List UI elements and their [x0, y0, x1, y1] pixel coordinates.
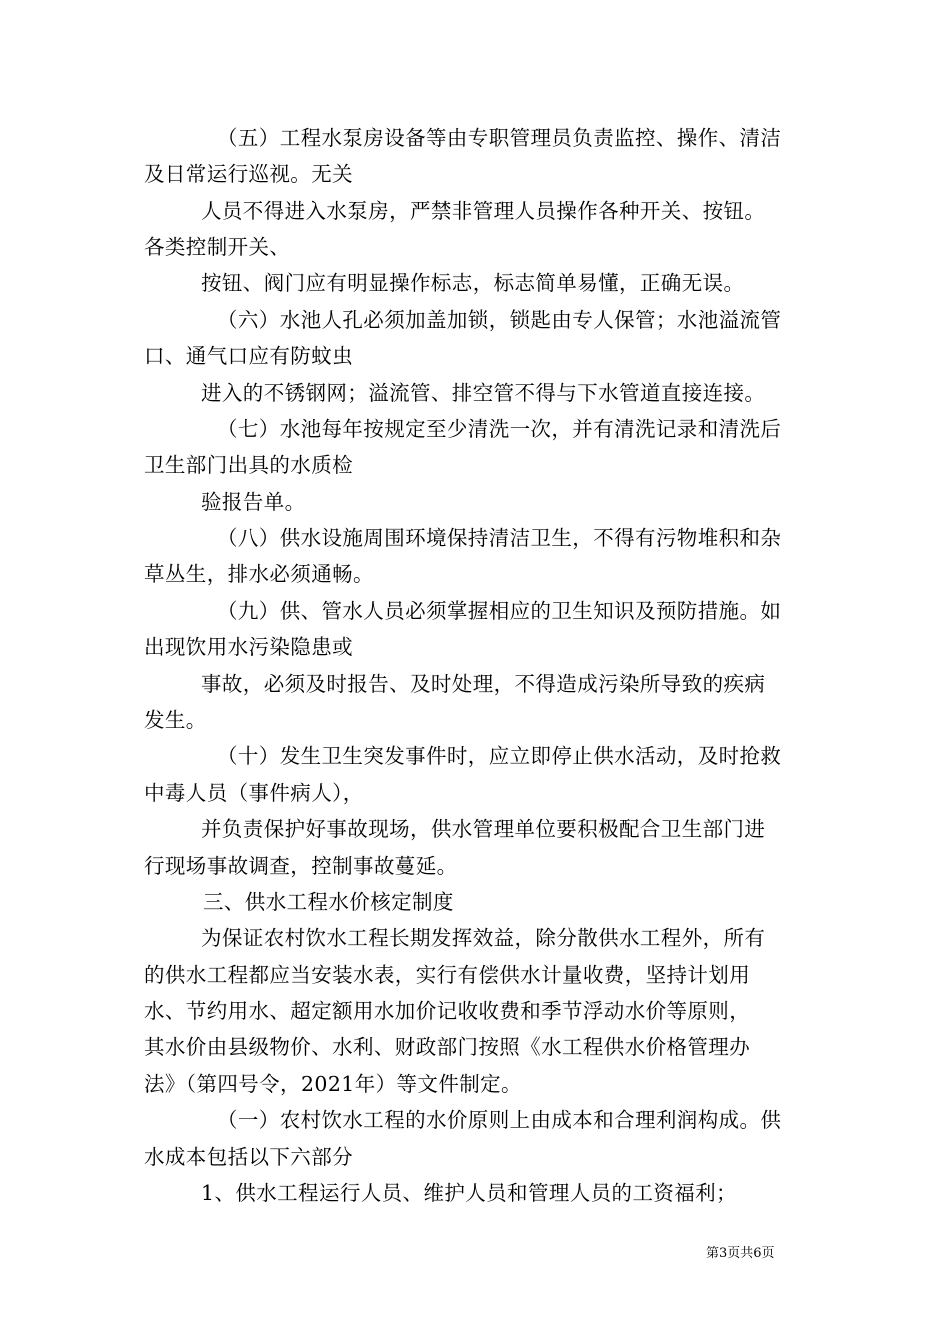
- page-number: 第3页共6页: [706, 1246, 775, 1261]
- paragraph-line: 草丛生，排水必须通畅。: [144, 562, 374, 586]
- paragraph-line: 按钮、阀门应有明显操作标志，标志简单易懂，正确无误。: [201, 271, 745, 295]
- paragraph-line: 验报告单。: [201, 490, 306, 514]
- paragraph-line: 口、通气口应有防蚊虫: [144, 344, 353, 368]
- section-heading: 三、供水工程水价核定制度: [203, 890, 454, 914]
- paragraph-line: 其水价由县级物价、水利、财政部门按照《水工程供水价格管理办: [144, 1035, 751, 1059]
- paragraph-line: 1、供水工程运行人员、维护人员和管理人员的工资福利；: [201, 1181, 737, 1205]
- paragraph-line: （十）发生卫生突发事件时，应立即停止供水活动，及时抢救: [217, 744, 782, 768]
- paragraph-line: 及日常运行巡视。无关: [144, 162, 353, 186]
- paragraph-line: （五）工程水泵房设备等由专职管理员负责监控、操作、清洁: [217, 126, 782, 150]
- paragraph-line: 为保证农村饮水工程长期发挥效益，除分散供水工程外，所有: [201, 926, 766, 950]
- paragraph-line: （七）水池每年按规定至少清洗一次，并有清洗记录和清洗后: [217, 417, 782, 441]
- paragraph-line: （六）水池人孔必须加盖加锁，锁匙由专人保管；水池溢流管: [217, 308, 782, 332]
- paragraph-line: 并负责保护好事故现场，供水管理单位要积极配合卫生部门进: [201, 817, 766, 841]
- paragraph-line: 水、节约用水、超定额用水加价记收收费和季节浮动水价等原则，: [144, 999, 751, 1023]
- paragraph-line: （九）供、管水人员必须掌握相应的卫生知识及预防措施。如: [217, 599, 782, 623]
- paragraph-line: 发生。: [144, 708, 207, 732]
- paragraph-line: 中毒人员（事件病人），: [144, 781, 364, 805]
- paragraph-line: （八）供水设施周围环境保持清洁卫生，不得有污物堆积和杂: [217, 526, 782, 550]
- paragraph-line: 卫生部门出具的水质检: [144, 453, 353, 477]
- paragraph-line: 各类控制开关、: [144, 235, 291, 259]
- paragraph-line: 事故，必须及时报告、及时处理，不得造成污染所导致的疾病: [201, 672, 766, 696]
- paragraph-line: 行现场事故调查，控制事故蔓延。: [144, 854, 458, 878]
- paragraph-line: 水成本包括以下六部分: [144, 1145, 353, 1169]
- paragraph-line: 的供水工程都应当安装水表，实行有偿供水计量收费，坚持计划用: [144, 963, 751, 987]
- paragraph-line: （一）农村饮水工程的水价原则上由成本和合理利润构成。供: [217, 1108, 782, 1132]
- paragraph-line: 人员不得进入水泵房，严禁非管理人员操作各种开关、按钮。: [201, 199, 766, 223]
- paragraph-line: 法》（第四号令，2021年）等文件制定。: [144, 1072, 522, 1096]
- paragraph-line: 进入的不锈钢网；溢流管、排空管不得与下水管道直接连接。: [201, 381, 766, 405]
- paragraph-line: 出现饮用水污染隐患或: [144, 635, 353, 659]
